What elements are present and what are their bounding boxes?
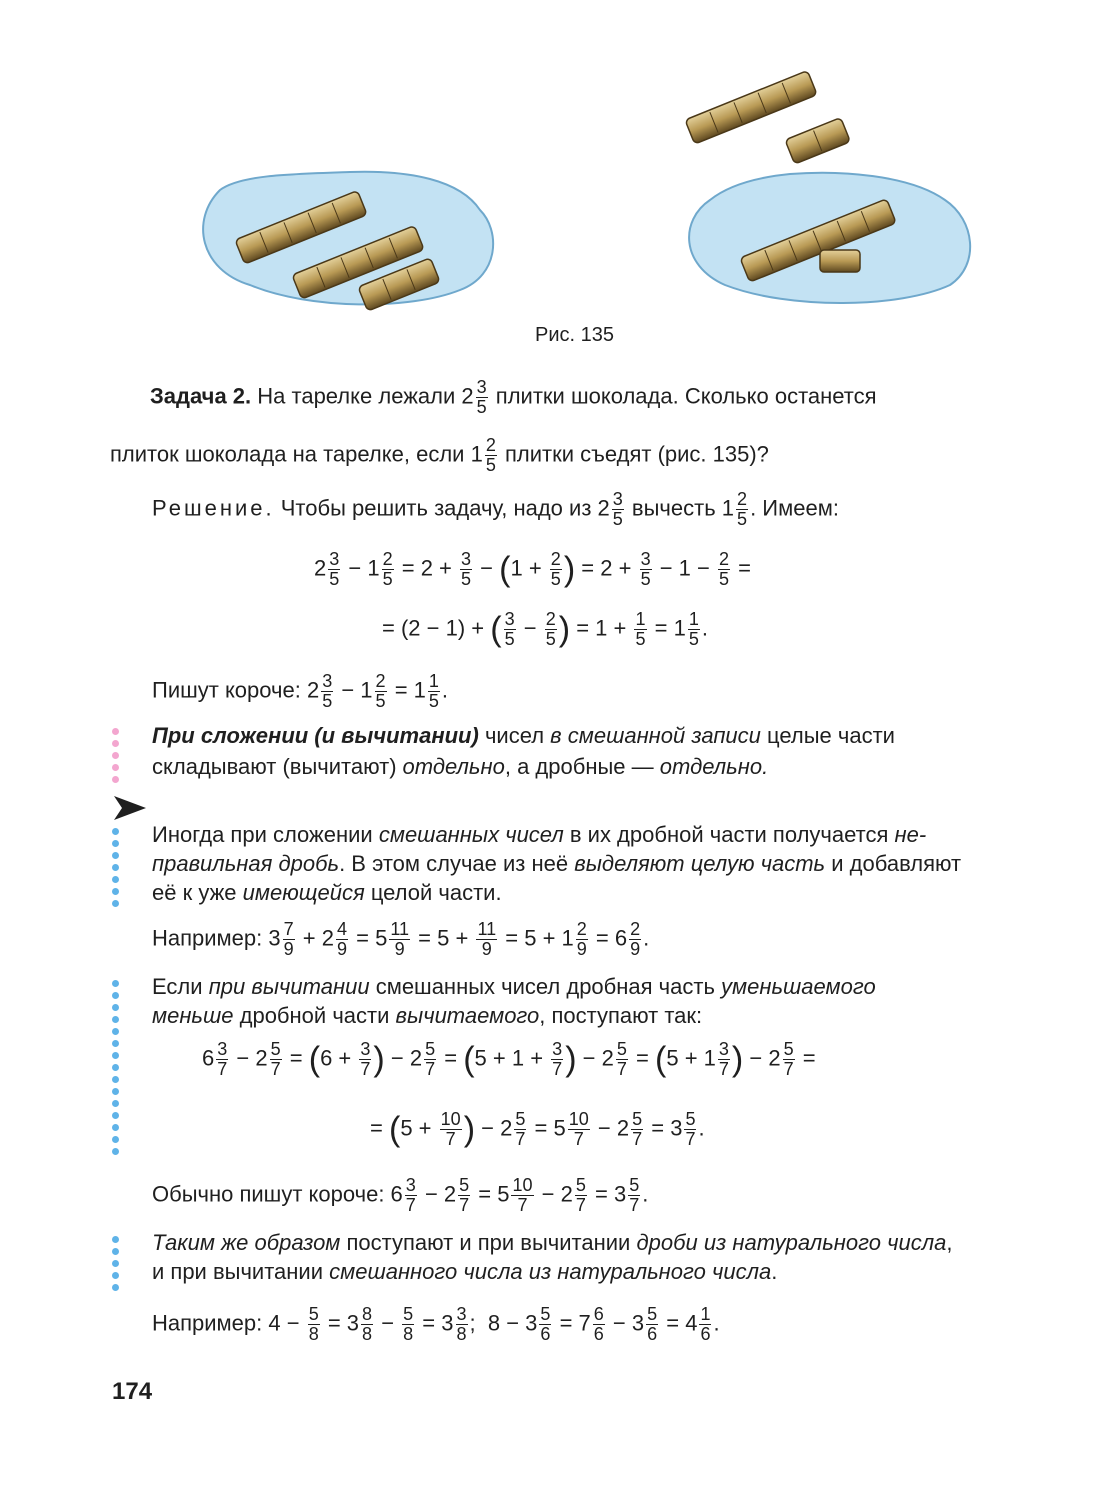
equation-4: = (5 + $\frac{10}{7}$ ) − 2 $\frac{5}{7}$ = 5 $\frac{10}{7}$ − 2 $\frac{5}{7}$ = 3 $\frac{5}{7}$ . xyxy=(370,1109,705,1149)
figure-caption: Рис. 135 xyxy=(535,324,614,346)
arrow-marker-icon xyxy=(112,794,148,828)
page-number: 174 xyxy=(112,1378,153,1405)
solution-label: Решение. xyxy=(152,495,275,521)
fraction: $\frac{3}{5}$ xyxy=(476,377,487,417)
equation-3: 6 $\frac{3}{7}$ − 2 $\frac{5}{7}$ = (6 + $\frac{3}{7}$ ) − 2 $\frac{5}{7}$ = (5 + 1 + $\frac{3}{7}$ ) − 2 $\frac{5}{7}$ = (5 + 1 $\frac{3}{7}$ ) − 2 $\frac{5}{7}$ = xyxy=(202,1039,816,1079)
solution-line: Решение. Чтобы решить задачу, надо из 2 $\frac{3}{5}$ вычесть 1 $\frac{2}{5}$ . Имеем: xyxy=(152,489,839,529)
paragraph-mixed-subtraction: Если при вычитании смешанных чисел дробная часть уменьшаемого меньше дробной части вычитаемого, поступают так: xyxy=(152,974,876,1028)
example-2: Например: 4 − $\frac{5}{8}$ = 3 $\frac{8}{8}$ − $\frac{5}{8}$ = 3 $\frac{3}{8}$ ; 8 − 3 $\frac{5}{6}$ = 7 $\frac{6}{6}$ − 3 $\frac{5}{6}$ = 4 $\frac{1}{6}$ . xyxy=(152,1304,720,1344)
equation-2: = (2 − 1) + ( $\frac{3}{5}$ − $\frac{2}{5}$ ) = 1 + $\frac{1}{5}$ = 1 $\frac{1}{5}$ . xyxy=(382,609,708,649)
figure-135 xyxy=(180,70,980,320)
task-line-1: Задача 2. На тарелке лежали 2 $\frac{3}{5}$ плитки шоколада. Сколько останется xyxy=(150,377,877,417)
example-1: Например: 3 $\frac{7}{9}$ + 2 $\frac{4}{9}$ = 5 $\frac{11}{9}$ = 5 + $\frac{11}{9}$ = 5 + 1 $\frac{2}{9}$ = 6 $\frac{2}{9}$ . xyxy=(152,919,650,959)
rule-1: При сложении (и вычитании) чисел в смешанной записи целые части складывают (вычитают) отдельно, а дробные — отдельно. xyxy=(152,723,895,779)
note-marker xyxy=(112,1236,120,1296)
paragraph-mixed-addition: Иногда при сложении смешанных чисел в их дробной части получается не- правильная дробь. В этом случае из неё выделяют целую часть и добавляют её к уже имеющейся целой части. xyxy=(152,822,962,905)
task-label: Задача 2. xyxy=(150,383,252,409)
short-form-2: Обычно пишут короче: 6 $\frac{3}{7}$ − 2 $\frac{5}{7}$ = 5 $\frac{10}{7}$ − 2 $\frac{5}{7}$ = 3 $\frac{5}{7}$ . xyxy=(152,1175,649,1215)
short-form-1: Пишут короче: 2 $\frac{3}{5}$ − 1 $\frac{2}{5}$ = 1 $\frac{1}{5}$ . xyxy=(152,671,449,711)
note-marker xyxy=(112,828,120,912)
note-marker xyxy=(112,980,120,1160)
fraction: $\frac{2}{5}$ xyxy=(485,435,496,475)
task-line-2: плиток шоколада на тарелке, если 1 $\frac{2}{5}$ плитки съедят (рис. 135)? xyxy=(110,435,769,475)
paragraph-natural-subtraction: Таким же образом поступают и при вычитании дроби из натурального числа, и при вычитании смешанного числа из натурального числа. xyxy=(152,1230,953,1284)
equation-1: 2 $\frac{3}{5}$ − 1 $\frac{2}{5}$ = 2 + $\frac{3}{5}$ − (1 + $\frac{2}{5}$ ) = 2 + $\frac{3}{5}$ − 1 − $\frac{2}{5}$ = xyxy=(314,549,751,589)
rule-marker xyxy=(112,728,120,788)
plate-with-chocolate-icon xyxy=(180,70,980,320)
